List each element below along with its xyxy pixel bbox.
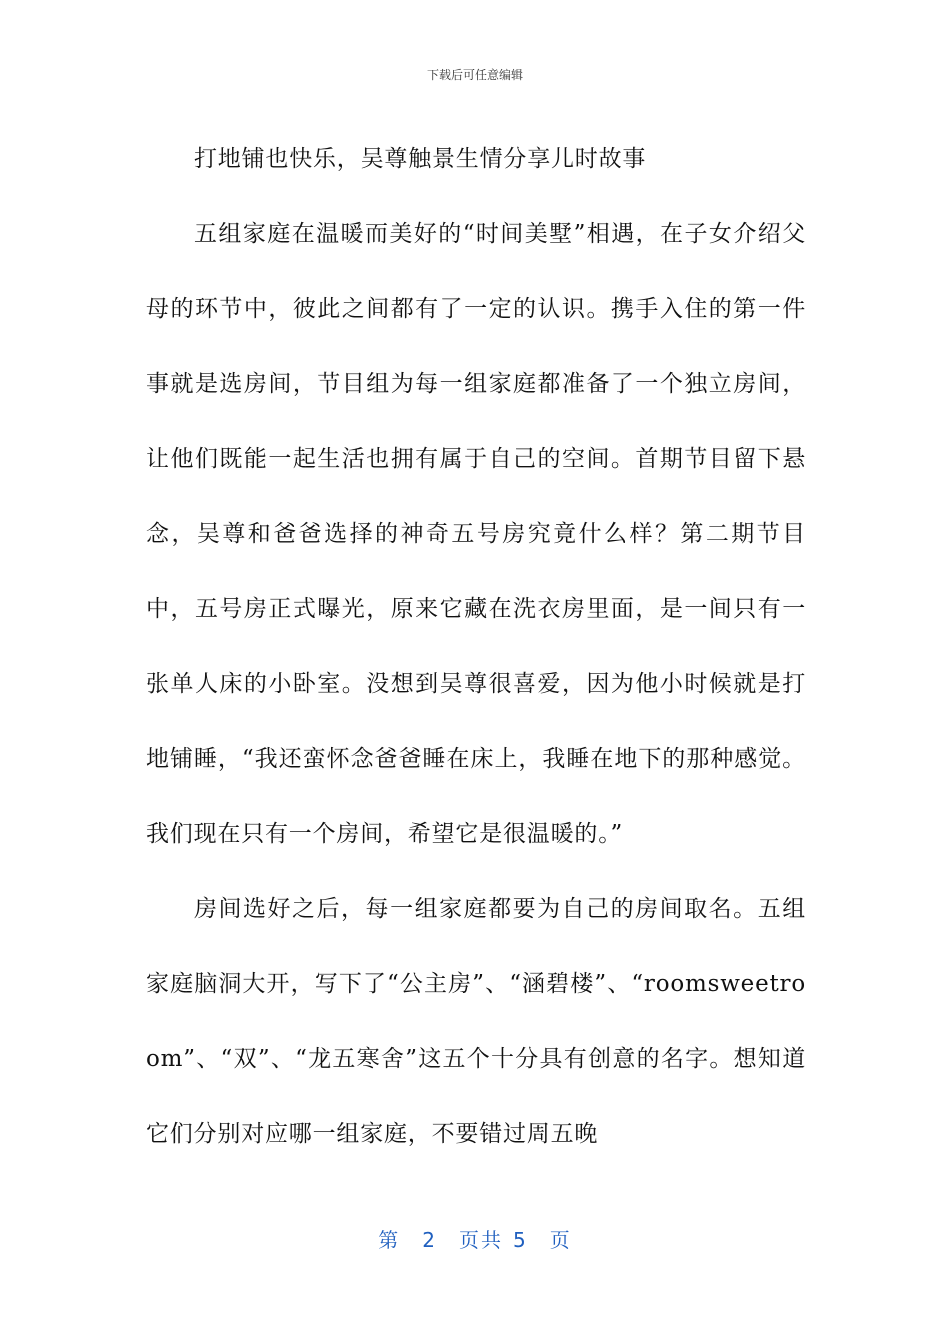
footer-prefix: 第: [378, 1228, 401, 1252]
footer-suffix: 页: [549, 1228, 572, 1252]
article-paragraph-2: 房间选好之后，每一组家庭都要为自己的房间取名。五组家庭脑洞大开，写下了“公主房”、“涵碧楼”、“roomsweetroom”、“双”、“龙五寒舍”这五个十分具有创意的名字。想知道它们分别对应哪一组家庭，不要错过周五晚: [146, 896, 806, 1147]
header-note: 下载后可任意编辑: [426, 68, 523, 82]
footer-current-page: 2: [422, 1228, 437, 1252]
footer-total-pages: 5: [513, 1228, 528, 1252]
article-paragraph-1: 五组家庭在温暖而美好的“时间美墅”相遇，在子女介绍父母的环节中，彼此之间都有了一定的认识。携手入住的第一件事就是选房间，节目组为每一组家庭都准备了一个独立房间，让他们既能一起生活也拥有属于自己的空间。首期节目留下悬念，吴尊和爸爸选择的神奇五号房究竟什么样？第二期节目中，五号房正式曝光，原来它藏在洗衣房里面，是一间只有一张单人床的小卧室。没想到吴尊很喜爱，因为他小时候就是打地铺睡，“我还蛮怀念爸爸睡在床上，我睡在地下的那种感觉。我们现在只有一个房间，希望它是很温暖的。”: [146, 221, 806, 847]
article-title: 打地铺也快乐，吴尊触景生情分享儿时故事: [194, 146, 647, 172]
footer-middle: 页共: [459, 1228, 503, 1252]
page-number-footer: [0, 1224, 950, 1253]
article-body: [146, 122, 806, 1172]
